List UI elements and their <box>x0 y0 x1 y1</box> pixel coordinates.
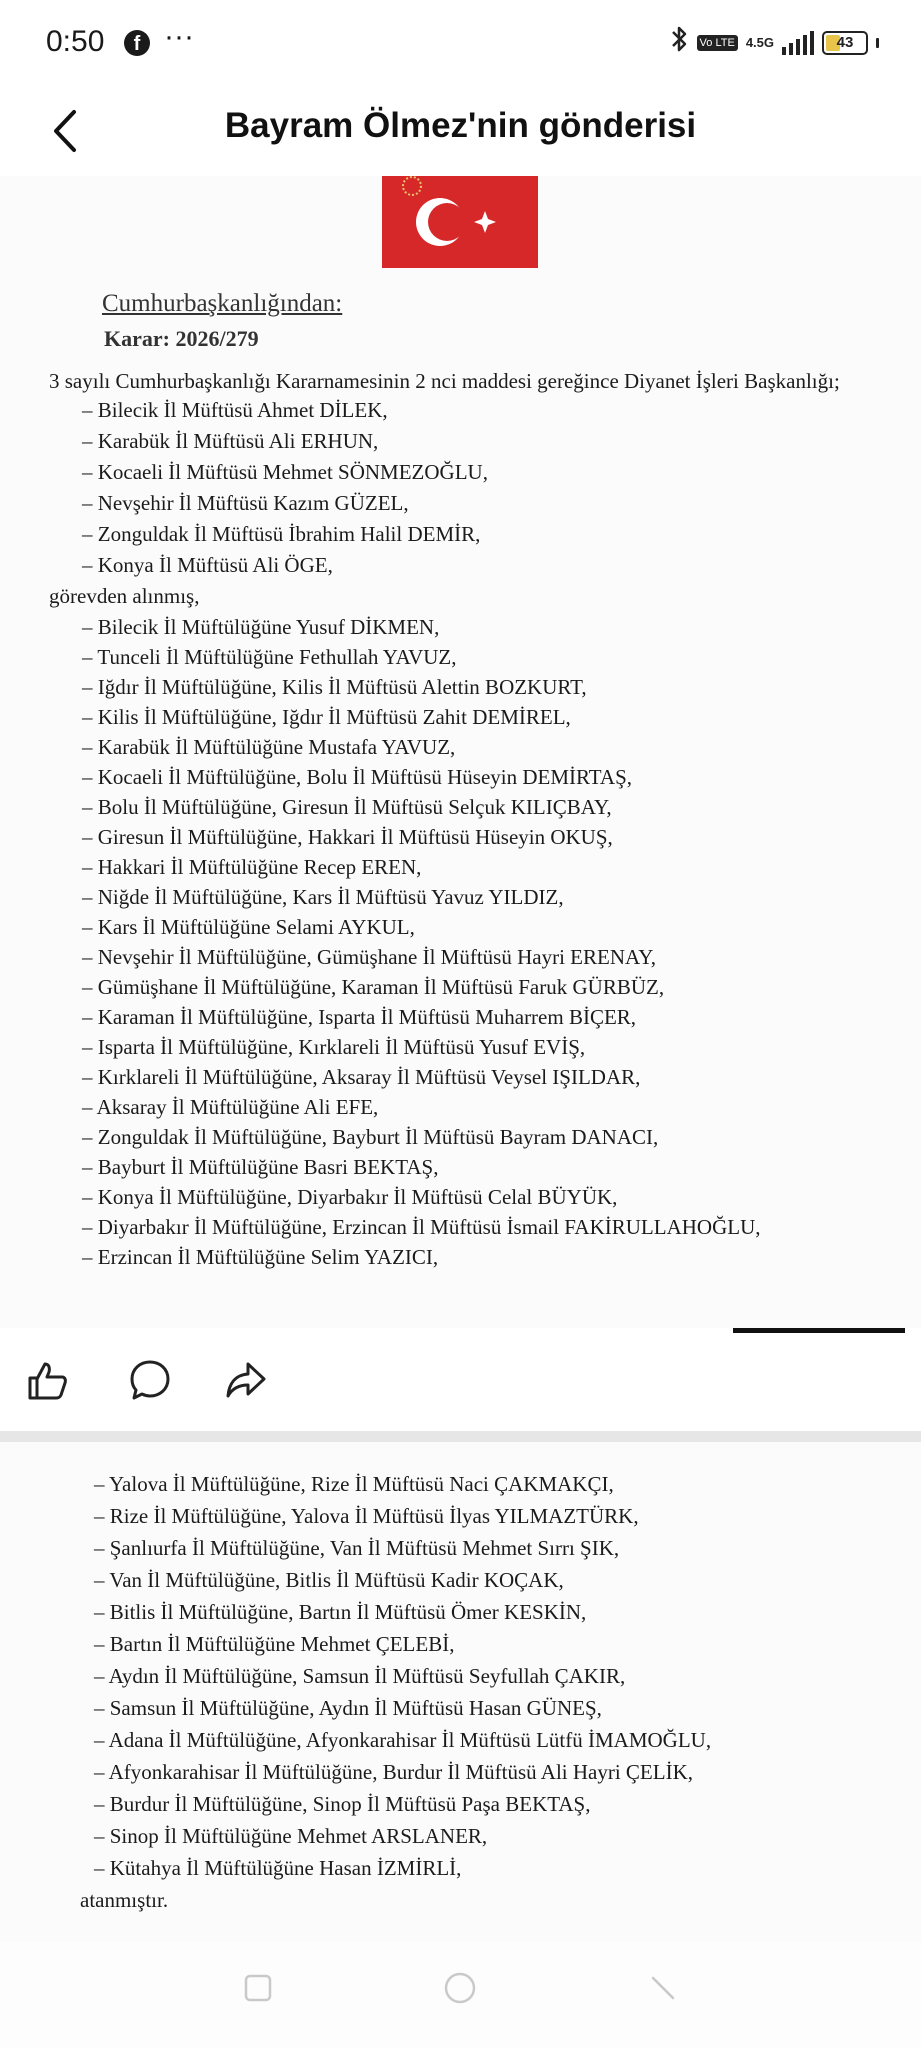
list-item: – Kocaeli İl Müftülüğüne, Bolu İl Müftüsü Hüseyin DEMİRTAŞ, <box>82 765 633 789</box>
list-item: – Aydın İl Müftülüğüne, Samsun İl Müftüsü Seyfullah ÇAKIR, <box>94 1664 626 1688</box>
battery-percent: 43 <box>836 33 854 51</box>
comment-icon[interactable] <box>128 1358 172 1402</box>
post-document-image[interactable] <box>0 176 921 1328</box>
list-item: – Afyonkarahisar İl Müftülüğüne, Burdur İl Müftüsü Ali Hayri ÇELİK, <box>94 1760 693 1784</box>
like-icon[interactable] <box>26 1358 70 1402</box>
list-item: – Karabük İl Müftülüğüne Mustafa YAVUZ, <box>82 735 456 759</box>
list-item: – Kırklareli İl Müftülüğüne, Aksaray İl Müftüsü Veysel IŞILDAR, <box>82 1065 641 1089</box>
list-item: – Konya İl Müftüsü Ali ÖGE, <box>82 553 333 577</box>
list-item: – Samsun İl Müftülüğüne, Aydın İl Müftüsü Hasan GÜNEŞ, <box>94 1696 602 1720</box>
status-bar <box>0 0 921 86</box>
volte-badge: Vo LTE <box>697 35 738 51</box>
list-item: – Zonguldak İl Müftülüğüne, Bayburt İl Müftüsü Bayram DANACI, <box>82 1125 659 1149</box>
post-document-image-continued[interactable] <box>0 1442 921 1942</box>
list-item: – Burdur İl Müftülüğüne, Sinop İl Müftüsü Paşa BEKTAŞ, <box>94 1792 591 1816</box>
status-indicators <box>669 24 879 61</box>
list-item: – Bartın İl Müftülüğüne Mehmet ÇELEBİ, <box>94 1632 455 1656</box>
list-item: – Iğdır İl Müftülüğüne, Kilis İl Müftüsü Alettin BOZKURT, <box>82 675 587 699</box>
facebook-notification-icon: f <box>124 30 150 56</box>
list-item: – Van İl Müftülüğüne, Bitlis İl Müftüsü Kadir KOÇAK, <box>94 1568 564 1592</box>
share-icon[interactable] <box>224 1358 268 1402</box>
document-intro: 3 sayılı Cumhurbaşkanlığı Kararnamesinin 2 nci maddesi gereğince Diyanet İşleri Başkanlığı; <box>49 369 840 393</box>
image-indicator-bar <box>733 1328 905 1333</box>
home-icon[interactable] <box>440 1968 480 2008</box>
list-item: – Rize İl Müftülüğüne, Yalova İl Müftüsü İlyas YILMAZTÜRK, <box>94 1504 639 1528</box>
list-item: – Karaman İl Müftülüğüne, Isparta İl Müftüsü Muharrem BİÇER, <box>82 1005 637 1029</box>
list-item: – Adana İl Müftülüğüne, Afyonkarahisar İl Müftüsü Lütfü İMAMOĞLU, <box>94 1728 712 1752</box>
list-item: – Kars İl Müftülüğüne Selami AYKUL, <box>82 915 415 939</box>
list-item: – Şanlıurfa İl Müftülüğüne, Van İl Müftüsü Mehmet Sırrı ŞIK, <box>94 1536 620 1560</box>
removed-note: görevden alınmış, <box>49 584 200 608</box>
post-separator <box>0 1431 921 1442</box>
list-item: – Sinop İl Müftülüğüne Mehmet ARSLANER, <box>94 1824 488 1848</box>
list-item: – Tunceli İl Müftülüğüne Fethullah YAVUZ, <box>82 645 457 669</box>
recent-apps-icon[interactable] <box>238 1968 278 2008</box>
closing-note: atanmıştır. <box>80 1888 169 1912</box>
network-type: 4.5G <box>745 35 774 50</box>
list-item: – Niğde İl Müftülüğüne, Kars İl Müftüsü Yavuz YILDIZ, <box>82 885 564 909</box>
more-notifications-icon: ··· <box>164 20 194 53</box>
list-item: – Kilis İl Müftülüğüne, Iğdır İl Müftüsü Zahit DEMİREL, <box>82 705 571 729</box>
signal-icon <box>782 31 814 55</box>
list-item: – Nevşehir İl Müftülüğüne, Gümüşhane İl Müftüsü Hayri ERENAY, <box>82 945 656 969</box>
status-time: 0:50 <box>46 25 105 58</box>
decision-number: Karar: 2026/279 <box>104 326 259 351</box>
list-item: – Kütahya İl Müftülüğüne Hasan İZMİRLİ, <box>94 1856 462 1880</box>
page-title: Bayram Ölmez'nin gönderisi <box>224 106 697 145</box>
list-item: – Kocaeli İl Müftüsü Mehmet SÖNMEZOĞLU, <box>82 460 488 484</box>
list-item: – Konya İl Müftülüğüne, Diyarbakır İl Müftüsü Celal BÜYÜK, <box>82 1185 618 1209</box>
list-item: – Isparta İl Müftülüğüne, Kırklareli İl Müftüsü Yusuf EVİŞ, <box>82 1035 586 1059</box>
list-item: – Aksaray İl Müftülüğüne Ali EFE, <box>82 1095 379 1119</box>
list-item: – Diyarbakır İl Müftülüğüne, Erzincan İl Müftüsü İsmail FAKİRULLAHOĞLU, <box>82 1215 761 1239</box>
list-item: – Gümüşhane İl Müftülüğüne, Karaman İl Müftüsü Faruk GÜRBÜZ, <box>82 975 665 999</box>
list-item: – Zonguldak İl Müftüsü İbrahim Halil DEMİR, <box>82 522 481 546</box>
turkish-flag-icon <box>382 176 538 268</box>
list-item: – Karabük İl Müftüsü Ali ERHUN, <box>82 429 379 453</box>
post-action-bar <box>0 1328 921 1431</box>
battery-icon <box>822 31 868 55</box>
system-nav-bar <box>0 1942 921 2048</box>
back-nav-icon[interactable] <box>643 1968 683 2008</box>
list-item: – Bitlis İl Müftülüğüne, Bartın İl Müftüsü Ömer KESKİN, <box>94 1600 587 1624</box>
list-item: – Erzincan İl Müftülüğüne Selim YAZICI, <box>82 1245 439 1269</box>
list-item: – Bilecik İl Müftüsü Ahmet DİLEK, <box>82 398 388 422</box>
list-item: – Yalova İl Müftülüğüne, Rize İl Müftüsü Naci ÇAKMAKÇI, <box>94 1472 614 1496</box>
list-item: – Giresun İl Müftülüğüne, Hakkari İl Müftüsü Hüseyin OKUŞ, <box>82 825 613 849</box>
list-item: – Nevşehir İl Müftüsü Kazım GÜZEL, <box>82 491 409 515</box>
list-item: – Bolu İl Müftülüğüne, Giresun İl Müftüsü Selçuk KILIÇBAY, <box>82 795 612 819</box>
list-item: – Bayburt İl Müftülüğüne Basri BEKTAŞ, <box>82 1155 439 1179</box>
document-heading: Cumhurbaşkanlığından: <box>102 290 343 317</box>
list-item: – Bilecik İl Müftülüğüne Yusuf DİKMEN, <box>82 615 440 639</box>
bluetooth-icon <box>669 24 689 61</box>
list-item: – Hakkari İl Müftülüğüne Recep EREN, <box>82 855 422 879</box>
battery-tip <box>876 38 879 48</box>
app-header <box>0 86 921 176</box>
